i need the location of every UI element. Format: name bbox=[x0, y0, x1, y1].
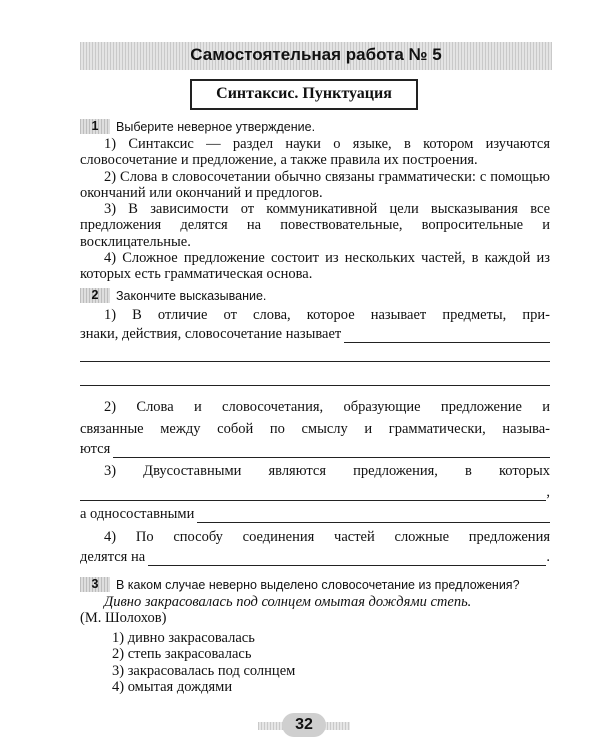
comma: , bbox=[546, 484, 550, 500]
task-3-option: 1) дивно закрасовалась bbox=[112, 630, 255, 646]
task-2-item-2-text bbox=[80, 396, 550, 440]
task-3-options bbox=[112, 630, 295, 695]
task-3-author: (М. Шолохов) bbox=[80, 610, 167, 627]
task-3-option: 2) степь закрасовалась bbox=[112, 646, 252, 663]
task-2-item-1-answer-row[interactable] bbox=[80, 326, 550, 343]
answer-line[interactable] bbox=[344, 330, 550, 343]
task-2-item-3-answer-row[interactable] bbox=[80, 484, 550, 501]
task-2-item-2-answer-row[interactable] bbox=[80, 441, 550, 458]
answer-line[interactable] bbox=[113, 445, 550, 458]
task-1-option: 1) Синтаксис — раздел науки о языке, в котором изучаются словосочетание и предложение, а также правила их построения. bbox=[80, 136, 550, 169]
task-2-item-3-text bbox=[80, 462, 550, 480]
task-3-sentence bbox=[80, 594, 550, 627]
answer-line[interactable] bbox=[80, 488, 546, 501]
task-3-number: 3 bbox=[80, 577, 110, 592]
task-2-item-4-prompt: делятся на bbox=[80, 549, 146, 565]
task-2-instruction: Закончите высказывание. bbox=[116, 289, 267, 303]
answer-line[interactable] bbox=[197, 510, 550, 523]
task-2-item-4-line: 4) По способу соединения частей сложные предложения bbox=[104, 529, 550, 545]
topic-title: Синтаксис. Пунктуация bbox=[190, 79, 418, 110]
task-2-item-4-answer-row[interactable] bbox=[80, 549, 550, 566]
title-band bbox=[80, 42, 552, 70]
task-2-item-3-prompt: а односоставными bbox=[80, 506, 195, 522]
task-1-option: 3) В зависимости от коммуникативной цели высказывания все предложения делятся на повествовательные, вопросительные и восклицательные. bbox=[80, 201, 550, 250]
task-3-instruction: В каком случае неверно выделено словосочетание из предложения? bbox=[116, 578, 520, 592]
task-1-option: 2) Слова в словосочетании обычно связаны грамматически: с помощью окончаний или окончаний и предлогов. bbox=[80, 168, 550, 201]
task-2-number: 2 bbox=[80, 288, 110, 303]
task-2-item-2-line: 2) Слова и словосочетания, образующие предложение и bbox=[104, 399, 550, 415]
answer-line[interactable] bbox=[148, 553, 546, 566]
task-2-item-4-text bbox=[80, 528, 550, 546]
task-3-option: 3) закрасовалась под солнцем bbox=[112, 662, 296, 679]
task-1-number: 1 bbox=[80, 119, 110, 134]
task-2-item-2-prompt: ются bbox=[80, 441, 111, 457]
page-title: Самостоятельная работа № 5 bbox=[190, 45, 442, 64]
task-1-options bbox=[80, 136, 550, 283]
task-2-item-3b-answer-row[interactable] bbox=[80, 506, 550, 523]
task-1-header bbox=[80, 119, 315, 135]
answer-line[interactable] bbox=[80, 361, 550, 362]
task-3-header bbox=[80, 577, 520, 593]
task-1-instruction: Выберите неверное утверждение. bbox=[116, 120, 316, 134]
answer-line[interactable] bbox=[80, 385, 550, 386]
task-2-item-1-text bbox=[80, 306, 550, 324]
task-2-item-1-prompt: знаки, действия, словосочетание называет bbox=[80, 326, 342, 342]
period: . bbox=[546, 549, 550, 565]
task-2-item-1-line: 1) В отличие от слова, которое называет предметы, при- bbox=[104, 307, 550, 323]
task-2-header bbox=[80, 288, 266, 304]
task-3-option: 4) омытая дождями bbox=[112, 678, 233, 695]
task-2-item-2-line: связанные между собой по смыслу и грамматически, называ- bbox=[80, 421, 550, 437]
task-1-option: 4) Сложное предложение состоит из нескольких частей, в каждой из которых есть грамматическая основа. bbox=[80, 250, 550, 283]
task-3-quote: Дивно закрасовалась под солнцем омытая дождями степь. bbox=[104, 594, 472, 610]
page-number: 32 bbox=[282, 713, 326, 737]
task-2-item-3-line: 3) Двусоставными являются предложения, в которых bbox=[104, 463, 550, 479]
